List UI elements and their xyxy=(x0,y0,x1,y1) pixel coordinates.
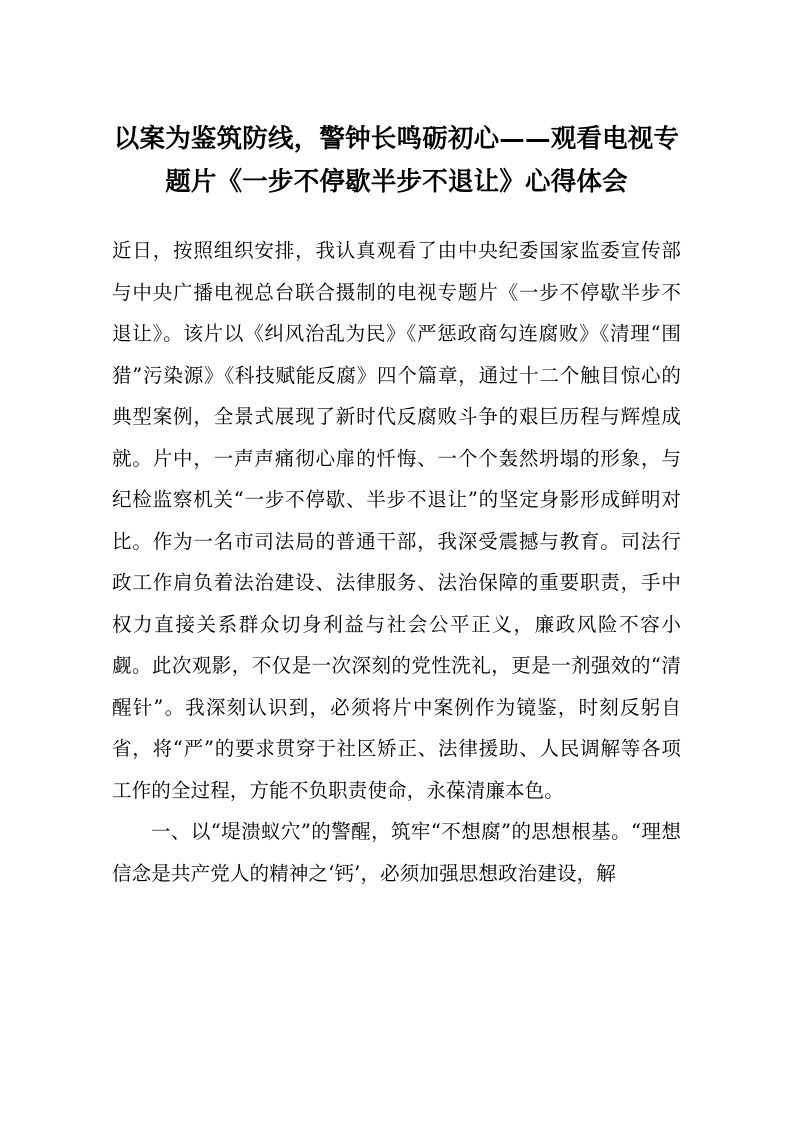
page-title: 以案为鉴筑防线，警钟长鸣砺初心——观看电视专题片《一步不停歇半步不退让》心得体会 xyxy=(113,124,680,197)
body-paragraph-1: 近日，按照组织安排，我认真观看了由中央纪委国家监委宣传部与中央广播电视总台联合摄制的电视专题片《一步不停歇半步不退让》。该片以《纠风治乱为民》《严惩政商勾连腐败》《清理“围猎”污染源》《科技赋能反腐》四个篇章，通过十二个触目惊心的典型案例，全景式展现了新时代反腐败斗争的艰巨历程与辉煌成就。片中，一声声痛彻心扉的忏悔、一个个轰然坍塌的形象，与纪检监察机关“一步不停歇、半步不退让”的坚定身影形成鲜明对比。作为一名市司法局的普通干部，我深受震撼与教育。司法行政工作肩负着法治建设、法律服务、法治保障的重要职责，手中权力直接关系群众切身利益与社会公平正义，廉政风险不容小觑。此次观影，不仅是一次深刻的党性洗礼，更是一剂强效的“清醒针”。我深刻认识到，必须将片中案例作为镜鉴，时刻反躬自省，将“严”的要求贯穿于社区矫正、法律援助、人民调解等各项工作的全过程，方能不负职责使命，永葆清廉本色。 xyxy=(112,239,681,802)
body-paragraph-2: 一、以“堤溃蚁穴”的警醒，筑牢“不想腐”的思想根基。“理想信念是共产党人的精神之‘钙’，必须加强思想政治建设，解 xyxy=(112,820,681,885)
document-body xyxy=(112,230,681,894)
